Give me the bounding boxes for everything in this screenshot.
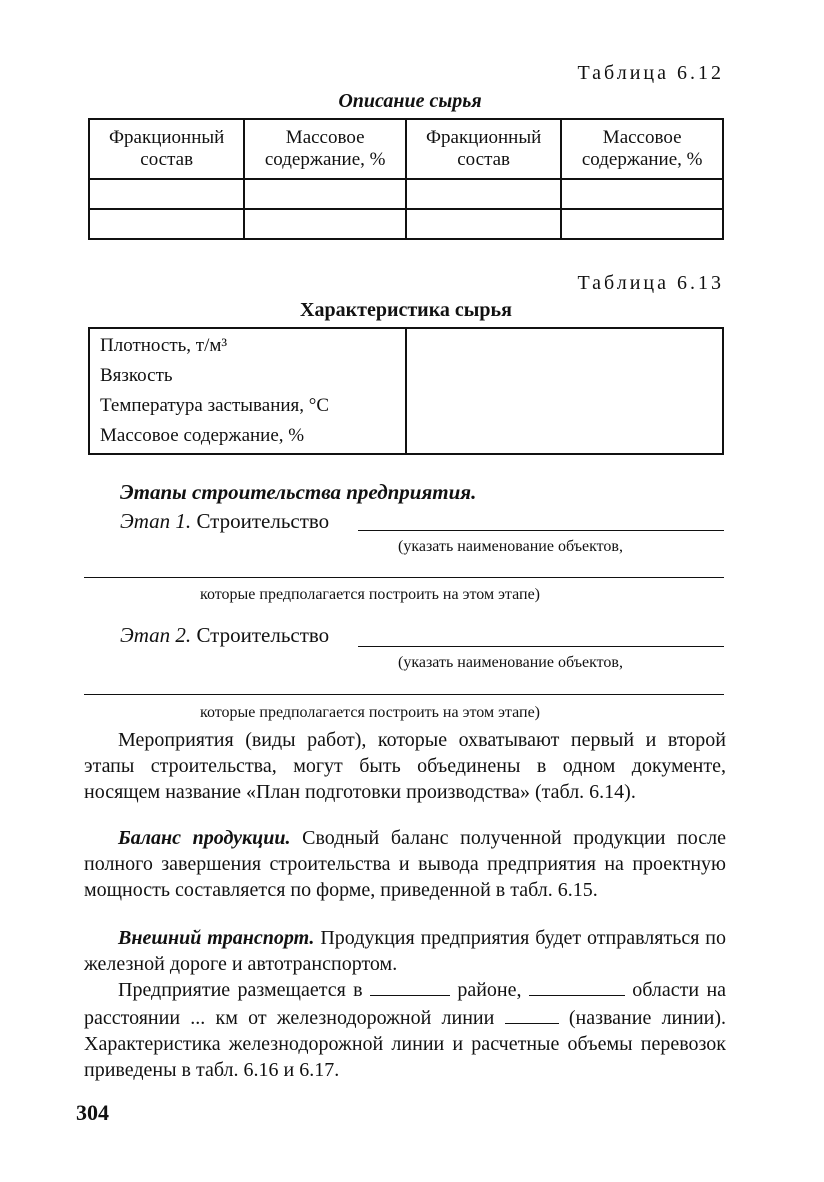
stage-1-blank — [358, 530, 724, 531]
property-mass-content: Массовое содержание, % — [100, 425, 305, 446]
stage-1-prefix: Этап 1. — [120, 509, 192, 533]
col-header-fraction-2: Фракционный состав — [406, 119, 561, 179]
table-6-13 — [88, 327, 724, 455]
table-cell — [561, 209, 723, 239]
table-cell — [89, 179, 244, 209]
stage-1-line — [120, 509, 329, 534]
railway-line-blank — [505, 1003, 559, 1024]
col-header-mass-2: Массовое содержание, % — [561, 119, 723, 179]
district-blank — [370, 975, 450, 996]
table-6-13-title: Характеристика сырья — [300, 299, 512, 321]
paragraph-location — [84, 975, 726, 1083]
location-text-c: области на расстоянии ... км от железнодорожной линии — [84, 979, 727, 1029]
property-viscosity: Вязкость — [100, 365, 173, 386]
external-transport-heading: Внешний транспорт. — [118, 927, 315, 949]
property-density: Плотность, т/м³ — [100, 335, 228, 356]
location-text-d: (название линии). Характеристика железнодорожной линии и расчетные объемы перевозок приведены в табл. 6.16 и 6.17. — [84, 1007, 727, 1081]
col-header-mass-1: Массовое содержание, % — [244, 119, 406, 179]
table-cell — [406, 179, 561, 209]
stage-2-blank-2 — [84, 694, 724, 695]
table-cell — [406, 209, 561, 239]
paragraph-measures: Мероприятия (виды работ), которые охватывают первый и второй этапы строительства, могут быть объединены в одном документе, носящем название «План подготовки производства» (табл. 6.14). — [84, 729, 726, 803]
table-cell — [89, 209, 244, 239]
region-blank — [529, 975, 625, 996]
table-cell — [244, 179, 406, 209]
stage-1-note-b: которые предполагается построить на этом этапе) — [200, 586, 540, 603]
table-row — [89, 179, 723, 209]
stage-2-note-a: (указать наименование объектов, — [398, 654, 623, 671]
values-cell — [406, 328, 723, 454]
properties-cell — [89, 328, 406, 454]
property-pour-point: Температура застывания, °С — [100, 395, 330, 416]
stages-heading: Этапы строительства предприятия. — [120, 480, 477, 504]
stage-1-blank-2 — [84, 577, 724, 578]
stage-2-text: Строительство — [196, 623, 330, 647]
col-header-fraction-1: Фракционный состав — [89, 119, 244, 179]
stage-2-prefix: Этап 2. — [120, 623, 192, 647]
paragraph-external-transport — [84, 925, 726, 977]
table-cell — [244, 209, 406, 239]
external-transport-text: Продукция предприятия будет отправляться по железной дороге и автотранспортом. — [84, 927, 727, 975]
stage-2-blank — [358, 646, 724, 647]
stage-1-note-a: (указать наименование объектов, — [398, 538, 623, 555]
location-text-a: Предприятие размещается в — [118, 979, 363, 1001]
product-balance-text: Сводный баланс полученной продукции после полного завершения строительства и вывода предприятия на проектную мощность составляется по форме, приведенной в табл. 6.15. — [84, 827, 726, 901]
location-text-b: районе, — [457, 979, 522, 1001]
table-6-12-label: Таблица 6.12 — [577, 62, 724, 84]
paragraph-product-balance — [84, 825, 726, 903]
table-cell — [561, 179, 723, 209]
product-balance-heading: Баланс продукции. — [118, 827, 291, 849]
table-6-12 — [88, 118, 724, 240]
page-number: 304 — [76, 1100, 109, 1125]
stage-2-note-b: которые предполагается построить на этом этапе) — [200, 704, 540, 721]
stage-1-text: Строительство — [196, 509, 330, 533]
stage-2-line — [120, 623, 329, 648]
table-6-13-label: Таблица 6.13 — [577, 272, 724, 294]
table-row — [89, 209, 723, 239]
table-6-12-title: Описание сырья — [338, 90, 482, 112]
